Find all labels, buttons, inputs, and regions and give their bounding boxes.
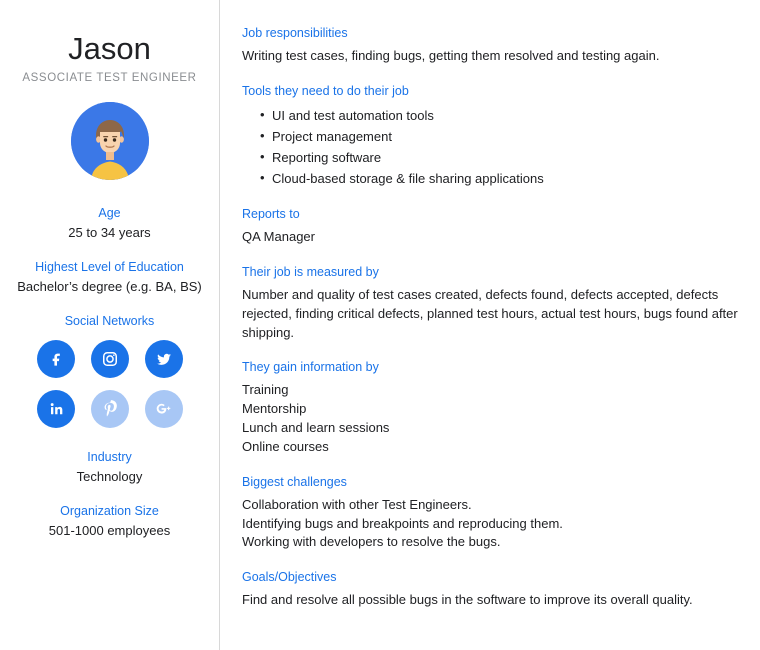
social-row-bottom (14, 390, 205, 428)
section-body: QA Manager (242, 229, 315, 245)
education-value: Bachelor’s degree (e.g. BA, BS) (17, 279, 202, 295)
industry-value: Technology (76, 469, 143, 485)
section-title: Goals/Objectives (242, 570, 337, 585)
list-item: Mentorship (242, 401, 307, 417)
list-item: • Cloud-based storage & file sharing applications (260, 168, 738, 189)
pinterest-icon[interactable] (91, 390, 129, 428)
industry-label: Industry (87, 450, 132, 465)
age-value: 25 to 34 years (68, 225, 151, 241)
googleplus-icon[interactable] (145, 390, 183, 428)
section-title: Tools they need to do their job (242, 83, 409, 98)
section-biggest-challenges (242, 475, 738, 553)
list-item: Identifying bugs and breakpoints and reproducing them. (242, 515, 563, 531)
section-tools (242, 84, 738, 189)
list-item: Training (242, 382, 289, 398)
section-job-measured-by (242, 265, 738, 343)
section-title: Reports to (242, 207, 300, 222)
list-item: • Project management (260, 126, 738, 147)
twitter-icon[interactable] (145, 340, 183, 378)
section-body: Find and resolve all possible bugs in the software to improve its overall quality. (242, 592, 693, 608)
list-item: Online courses (242, 438, 329, 454)
section-gain-information-by (242, 360, 738, 456)
social-networks-label: Social Networks (64, 314, 155, 329)
section-body (242, 105, 738, 189)
section-body: Number and quality of test cases created, defects found, defects accepted, defects rejected, finding critical defects, planned test hours, actual test hours, bugs found after shipping. (242, 286, 738, 340)
field-social-networks (14, 314, 205, 428)
section-title: Their job is measured by (242, 264, 379, 279)
field-age (14, 206, 205, 240)
avatar-wrapper (14, 102, 205, 180)
section-goals-objectives (242, 570, 738, 610)
organization-size-label: Organization Size (60, 504, 159, 519)
social-networks-grid (14, 340, 205, 428)
instagram-icon[interactable] (91, 340, 129, 378)
section-title: Biggest challenges (242, 474, 347, 489)
persona-name: Jason (68, 31, 151, 66)
field-organization-size (14, 504, 205, 538)
list-item: Collaboration with other Test Engineers. (242, 496, 472, 512)
avatar (71, 102, 149, 180)
persona-details (220, 0, 760, 650)
field-education (14, 260, 205, 294)
section-body: Writing test cases, finding bugs, getting them resolved and testing again. (242, 48, 660, 63)
list-item: • UI and test automation tools (260, 105, 738, 126)
section-job-responsibilities (242, 26, 738, 66)
field-industry (14, 450, 205, 484)
list-item: Lunch and learn sessions (242, 420, 390, 436)
social-row-top (14, 340, 205, 378)
section-reports-to (242, 207, 738, 247)
facebook-icon[interactable] (37, 340, 75, 378)
list-item: • Reporting software (260, 147, 738, 168)
section-title: They gain information by (242, 360, 379, 375)
linkedin-icon[interactable] (37, 390, 75, 428)
persona-role: ASSOCIATE TEST ENGINEER (22, 72, 197, 85)
education-label: Highest Level of Education (35, 260, 184, 275)
section-title: Job responsibilities (242, 26, 348, 40)
organization-size-value: 501-1000 employees (48, 523, 171, 539)
age-label: Age (98, 206, 121, 221)
persona-sidebar (0, 0, 220, 650)
list-item: Working with developers to resolve the bugs. (242, 534, 501, 550)
